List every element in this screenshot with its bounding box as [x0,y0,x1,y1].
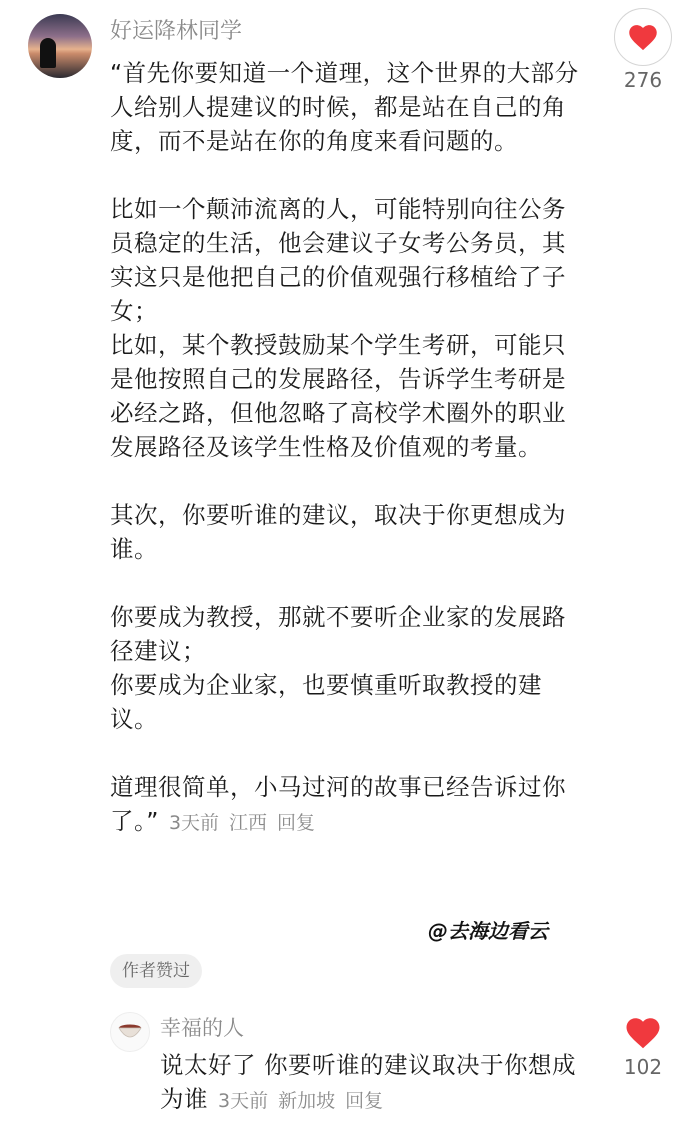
reply-like[interactable] [616,1016,670,1079]
paragraph: “首先你要知道一个道理，这个世界的大部分人给别人提建议的时候，都是站在自己的角度，而不是站在你的角度来看问题的。 [110,59,579,155]
comment-text [110,56,580,840]
reply-reply-button[interactable]: 回复 [345,1090,384,1112]
paragraph-last [110,770,580,840]
comment-like[interactable] [612,8,674,92]
comment-location: 江西 [229,812,268,834]
reply-location: 新加坡 [278,1090,336,1112]
reply-content: 说太好了 你要听谁的建议取决于你想成为谁 [160,1051,576,1113]
avatar-silhouette [40,38,56,68]
heart-icon [628,23,658,51]
like-count: 276 [623,68,663,92]
reply-button[interactable]: 回复 [277,812,316,834]
reply-text [160,1048,580,1118]
paragraph: 你要成为企业家，也要慎重听取教授的建议。 [110,671,542,733]
paragraph: 比如，某个教授鼓励某个学生考研，可能只是他按照自己的发展路径，告诉学生考研是必经之路，但他忽略了高校学术圈外的职业发展路径及该学生性格及价值观的考量。 [110,331,566,461]
paragraph: 比如一个颠沛流离的人，可能特别向往公务员稳定的生活，他会建议子女考公务员，其实这只是他把自己的价值观强行移植给了子女； [110,195,566,325]
comment-time: 3天前 [168,812,220,834]
watermark: @去海边看云 [428,919,548,943]
comment-author-name[interactable]: 好运降林同学 [110,19,243,44]
bowl-icon [117,1022,143,1042]
heart-icon[interactable] [625,1016,661,1049]
reply-time: 3天前 [218,1090,269,1112]
author-avatar[interactable] [28,14,92,78]
reply-like-count: 102 [623,1055,663,1079]
paragraph: 你要成为教授，那就不要听企业家的发展路径建议； [110,603,566,665]
paragraph-text: 道理很简单，小马过河的故事已经告诉过你了。” [110,773,566,835]
reply-author-name[interactable]: 幸福的人 [160,1016,244,1040]
paragraph: 其次，你要听谁的建议，取决于你更想成为谁。 [110,501,566,563]
reply-avatar[interactable] [110,1012,150,1052]
author-liked-badge: 作者赞过 [110,954,202,988]
like-button[interactable] [614,8,672,66]
